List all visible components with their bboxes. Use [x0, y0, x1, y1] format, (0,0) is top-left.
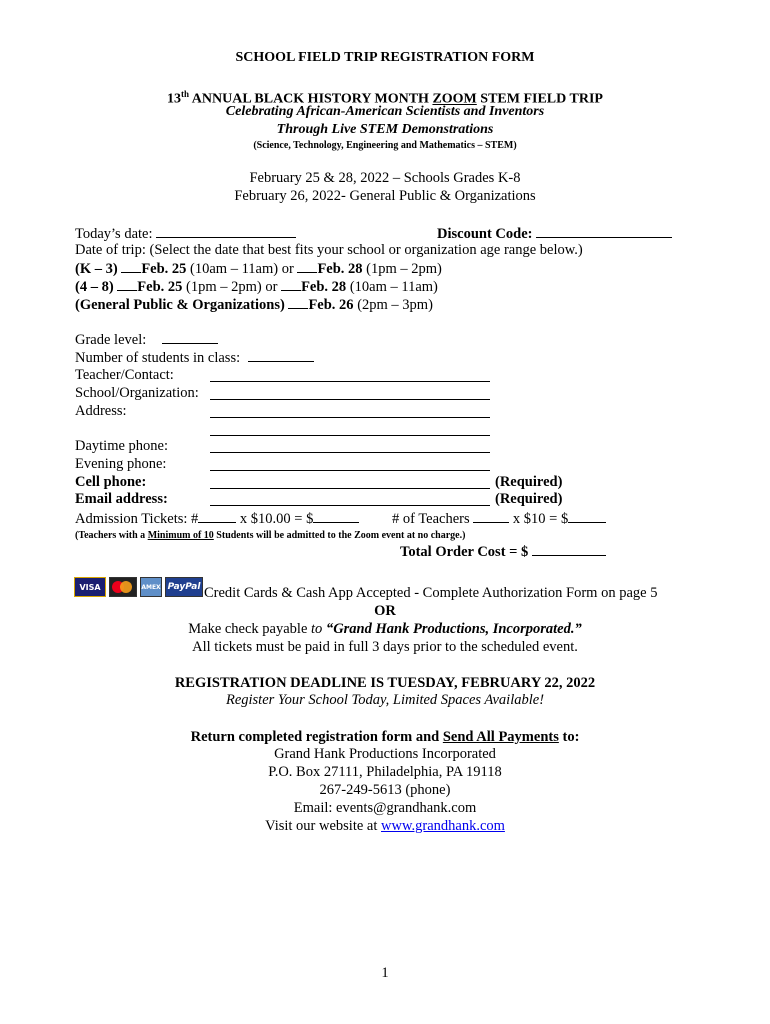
event-subtitle-2: Through Live STEM Demonstrations — [276, 122, 494, 137]
gp-feb26-time: (2pm – 3pm) — [353, 297, 433, 313]
cell-phone-required: (Required) — [495, 474, 563, 490]
k3-label: (K – 3) — [75, 261, 122, 277]
grade-level-label: Grade level: — [75, 332, 147, 348]
cell-phone-field[interactable] — [210, 488, 490, 489]
phone-number: 267-249-5613 (phone) — [319, 782, 451, 798]
evening-phone-label: Evening phone: — [75, 456, 167, 472]
website-line — [0, 817, 770, 835]
teachers-note-minimum: Minimum of 10 — [147, 530, 214, 541]
school-field[interactable] — [210, 399, 490, 400]
address-field-1[interactable] — [210, 417, 490, 418]
num-students-row — [75, 348, 314, 367]
school-label: School/Organization: — [75, 385, 199, 401]
date-of-trip-instructions: Date of trip: (Select the date that best fits your school or organization age range below.) — [75, 242, 583, 258]
g48-row — [75, 277, 438, 296]
total-order-label: Total Order Cost = $ — [400, 544, 532, 560]
check-payable-pre: Make check payable — [188, 621, 312, 637]
cell-phone-label: Cell phone: — [75, 474, 147, 490]
po-box-address: P.O. Box 27111, Philadelphia, PA 19118 — [268, 764, 502, 780]
admission-tickets-label: Admission Tickets: # — [75, 511, 199, 527]
k3-feb25-checkbox[interactable] — [121, 259, 141, 273]
todays-date-label: Today’s date: — [75, 226, 153, 242]
k3-feb25-label: Feb. 25 — [141, 261, 187, 277]
payment-cards-logos — [74, 577, 203, 597]
check-payable-line — [0, 620, 770, 638]
admission-tickets-row — [75, 509, 359, 528]
num-students-field[interactable] — [248, 348, 314, 362]
teachers-total-field[interactable] — [568, 509, 606, 523]
grade-level-row — [75, 330, 218, 349]
g48-feb25-checkbox[interactable] — [117, 277, 137, 291]
website-link[interactable]: www.grandhank.com — [381, 818, 505, 834]
g48-feb25-time: (1pm – 2pm) or — [182, 279, 282, 295]
form-title: SCHOOL FIELD TRIP REGISTRATION FORM — [235, 50, 535, 65]
event-title-middle: ANNUAL BLACK HISTORY MONTH — [189, 91, 433, 107]
admission-qty-field[interactable] — [198, 509, 236, 523]
daytime-phone-field[interactable] — [210, 452, 490, 453]
discount-code-field[interactable] — [536, 224, 672, 238]
g48-label: (4 – 8) — [75, 279, 118, 295]
date-line-schools: February 25 & 28, 2022 – Schools Grades K-8 — [249, 170, 521, 186]
event-subtitle-1: Celebrating African-American Scientists and Inventors — [225, 104, 545, 119]
evening-phone-field[interactable] — [210, 470, 490, 471]
grade-level-field[interactable] — [162, 330, 218, 344]
registration-deadline: REGISTRATION DEADLINE IS TUESDAY, FEBRUARY 22, 2022 — [174, 675, 596, 691]
k3-feb28-time: (1pm – 2pm) — [362, 261, 442, 277]
return-pre: Return completed registration form and — [190, 729, 443, 745]
paypal-icon: PayPal — [165, 577, 203, 597]
discount-code-label: Discount Code: — [437, 226, 533, 242]
gp-feb26-checkbox[interactable] — [288, 295, 308, 309]
gp-feb26-label: Feb. 26 — [308, 297, 354, 313]
registration-tagline: Register Your School Today, Limited Spaces Available! — [225, 692, 545, 708]
admission-total-field[interactable] — [313, 509, 359, 523]
g48-feb28-checkbox[interactable] — [281, 277, 301, 291]
date-line-public: February 26, 2022- General Public & Organizations — [234, 188, 536, 204]
website-label: Visit our website at — [265, 818, 382, 834]
teacher-label: Teacher/Contact: — [75, 367, 174, 383]
teachers-row — [392, 509, 606, 528]
num-students-label: Number of students in class: — [75, 350, 241, 366]
daytime-phone-label: Daytime phone: — [75, 438, 169, 454]
teachers-qty-field[interactable] — [473, 509, 509, 523]
event-title-end: STEM FIELD TRIP — [476, 91, 603, 107]
address-field-2[interactable] — [210, 435, 490, 436]
visa-icon: VISA — [74, 577, 106, 597]
mastercard-icon — [109, 577, 137, 597]
company-name: Grand Hank Productions Incorporated — [274, 746, 496, 762]
teachers-note-post: Students will be admitted to the Zoom event at no charge.) — [213, 530, 466, 541]
teachers-label: # of Teachers — [392, 511, 470, 527]
general-public-label: (General Public & Organizations) — [75, 297, 289, 313]
return-instructions — [0, 728, 770, 746]
email-field[interactable] — [210, 505, 490, 506]
email-label: Email address: — [75, 491, 168, 507]
g48-feb25-label: Feb. 25 — [137, 279, 183, 295]
event-subtitle-3: (Science, Technology, Engineering and Mathematics – STEM) — [253, 140, 517, 151]
total-order-row — [400, 542, 606, 561]
g48-feb28-time: (10am – 11am) — [346, 279, 438, 295]
event-title-suffix: th — [181, 89, 190, 99]
admission-price: x $10.00 = $ — [236, 511, 314, 527]
contact-email: Email: events@grandhank.com — [293, 800, 477, 816]
event-title-zoom: ZOOM — [432, 91, 477, 107]
email-required: (Required) — [495, 491, 563, 507]
payment-accepted-text: Credit Cards & Cash App Accepted - Complete Authorization Form on page 5 — [204, 585, 658, 601]
send-all-payments-text: Send All Payments — [442, 729, 559, 745]
k3-feb25-time: (10am – 11am) or — [186, 261, 298, 277]
todays-date-field[interactable] — [156, 224, 296, 238]
k3-feb28-checkbox[interactable] — [297, 259, 317, 273]
check-payable-to: to — [311, 621, 326, 637]
k3-row — [75, 259, 442, 278]
g48-feb28-label: Feb. 28 — [301, 279, 347, 295]
paid-in-full-note: All tickets must be paid in full 3 days prior to the scheduled event. — [192, 639, 578, 655]
teacher-field[interactable] — [210, 381, 490, 382]
page-number: 1 — [381, 965, 389, 981]
check-payee: “Grand Hank Productions, Incorporated.” — [325, 621, 582, 637]
address-label: Address: — [75, 403, 127, 419]
payment-or: OR — [374, 603, 396, 619]
return-post: to: — [558, 729, 580, 745]
general-public-row — [75, 295, 433, 314]
total-order-field[interactable] — [532, 542, 606, 556]
event-title-number: 13 — [167, 91, 182, 107]
teachers-note-pre: (Teachers with a — [75, 530, 148, 541]
teachers-price: x $10 = $ — [509, 511, 569, 527]
k3-feb28-label: Feb. 28 — [317, 261, 363, 277]
amex-icon: AMEX — [140, 577, 162, 597]
